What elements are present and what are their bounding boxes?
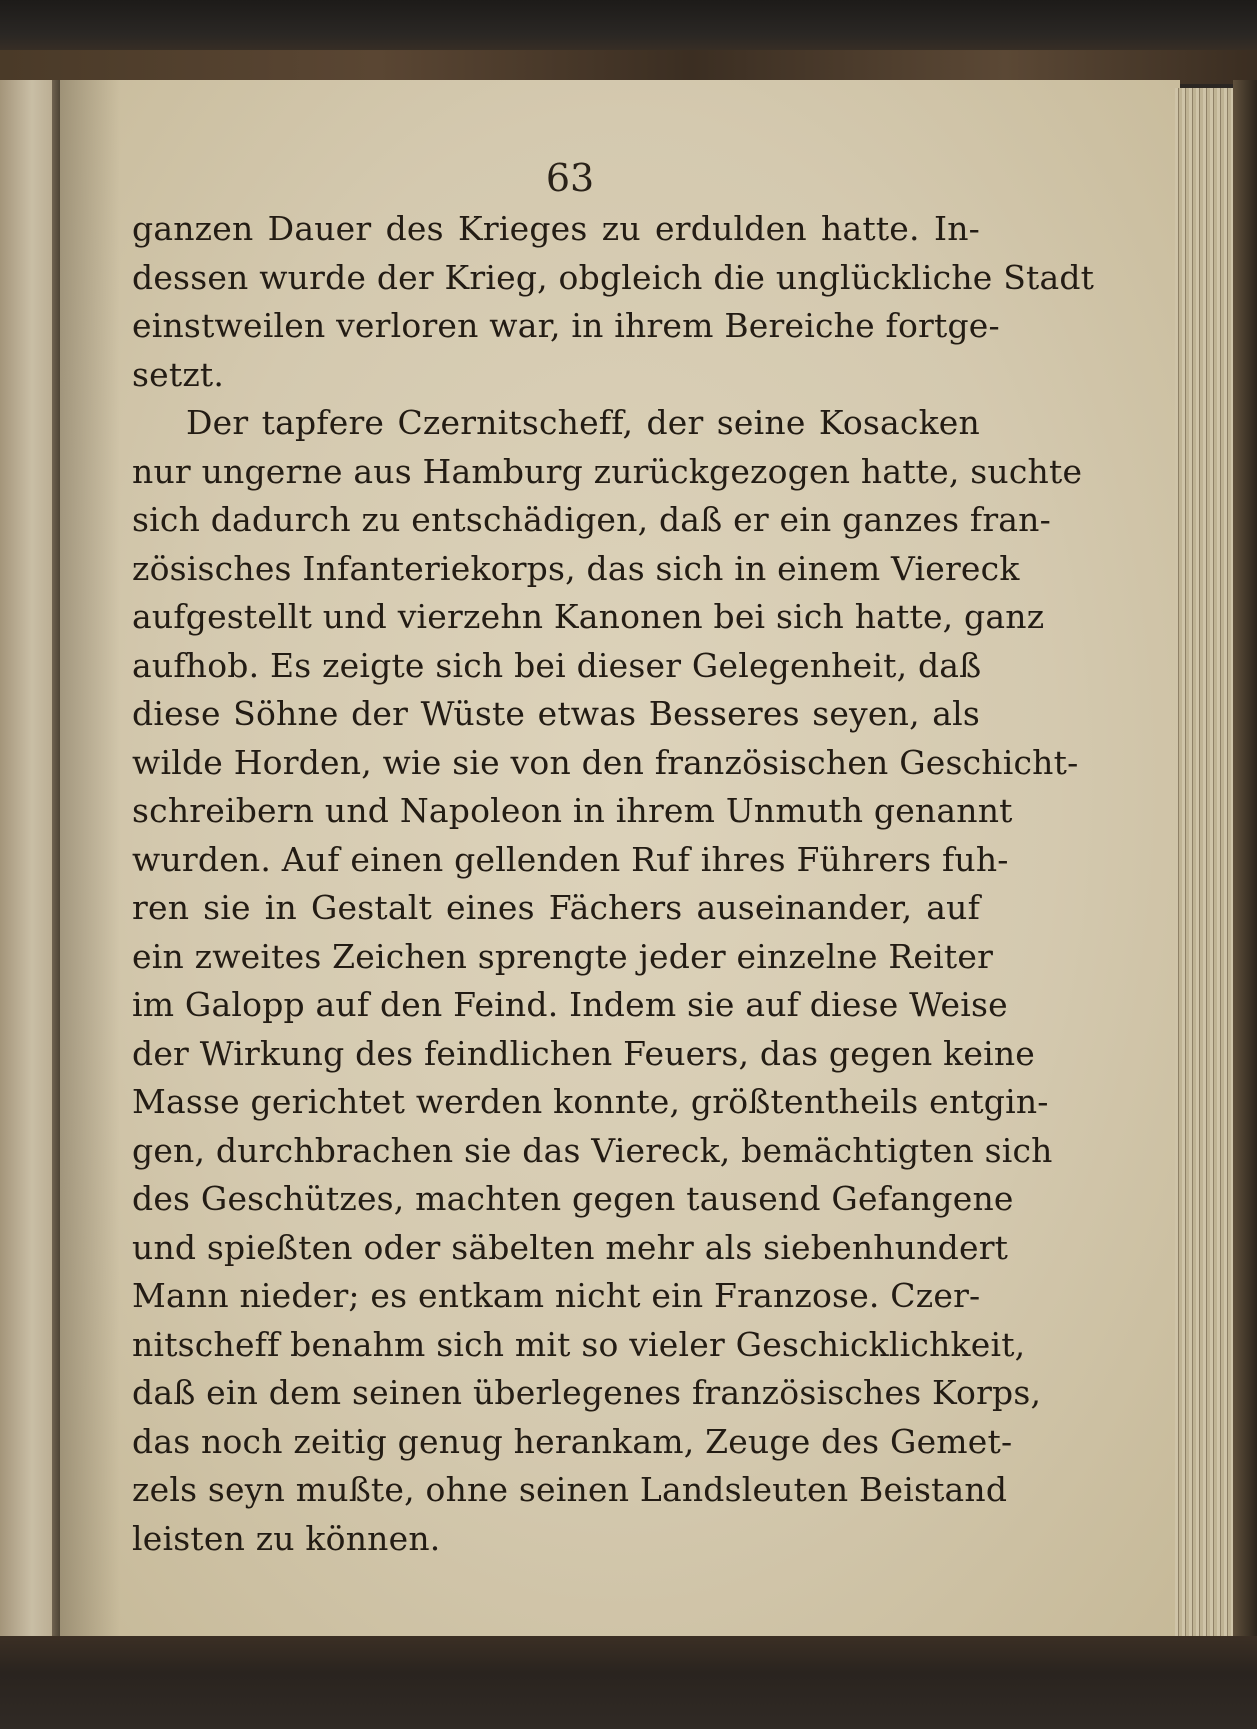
text-line: setzt. [132,354,225,394]
binding-bottom [0,1636,1257,1729]
text-line: das noch zeitig genug herankam, Zeuge des Gemet- [132,1421,1013,1461]
text-line: nur ungerne aus Hamburg zurückgezogen hatte, suchte [132,451,1083,491]
text-line: ganzen Dauer des Krieges zu erdulden hatte. In- [132,209,980,248]
text-line: aufgestellt und vierzehn Kanonen bei sich hatte, ganz [132,597,1045,636]
text-line: im Galopp auf den Feind. Indem sie auf diese Weise [132,985,1008,1024]
text-line: der Wirkung des feindlichen Feuers, das gegen keine [132,1033,1036,1073]
text-line: sich dadurch zu entschädigen, daß er ein ganzes fran- [132,500,1051,539]
text-line: nitscheff benahm sich mit so vieler Geschicklichkeit, [132,1324,1026,1364]
text-line: und spießten oder säbelten mehr als siebenhundert [132,1227,1009,1267]
text-line: ein zweites Zeichen sprengte jeder einzelne Reiter [132,936,994,976]
spine-strip [0,50,1257,84]
left-page-edge [0,80,58,1640]
text-line: wilde Horden, wie sie von den französischen Geschicht- [132,742,1079,782]
body-text [132,205,1095,1563]
cover-edge [1233,80,1257,1660]
text-line: des Geschützes, machten gegen tausend Gefangene [132,1179,1014,1218]
text-line: daß ein dem seinen überlegenes französisches Korps, [132,1373,1042,1412]
text-line: schreibern und Napoleon in ihrem Unmuth genannt [132,791,1013,830]
text-line: aufhob. Es zeigte sich bei dieser Gelegenheit, daß [132,645,982,685]
gutter-shadow [60,80,120,1640]
text-line: einstweilen verloren war, in ihrem Bereiche fortge- [132,306,1000,345]
text-line: diese Söhne der Wüste etwas Besseres seyen, als [132,694,980,733]
text-line: zösisches Infanteriekorps, das sich in einem Viereck [132,548,1020,588]
text-line: Mann nieder; es entkam nicht ein Franzose. Czer- [132,1276,981,1315]
text-line: zels seyn mußte, ohne seinen Landsleuten Beistand [132,1470,1008,1509]
text-line: wurden. Auf einen gellenden Ruf ihres Führers fuh- [132,839,1009,879]
text-line: leisten zu können. [132,1518,441,1558]
text-line: ren sie in Gestalt eines Fächers auseinander, auf [132,888,980,927]
text-line: dessen wurde der Krieg, obgleich die unglückliche Stadt [132,257,1095,297]
text-line: Der tapfere Czernitscheff, der seine Kosacken [186,403,980,442]
text-line: gen, durchbrachen sie das Viereck, bemächtigten sich [132,1130,1053,1170]
text-line: Masse gerichtet werden konnte, größtentheils entgin- [132,1082,1049,1121]
page-number: 63 [545,156,595,200]
